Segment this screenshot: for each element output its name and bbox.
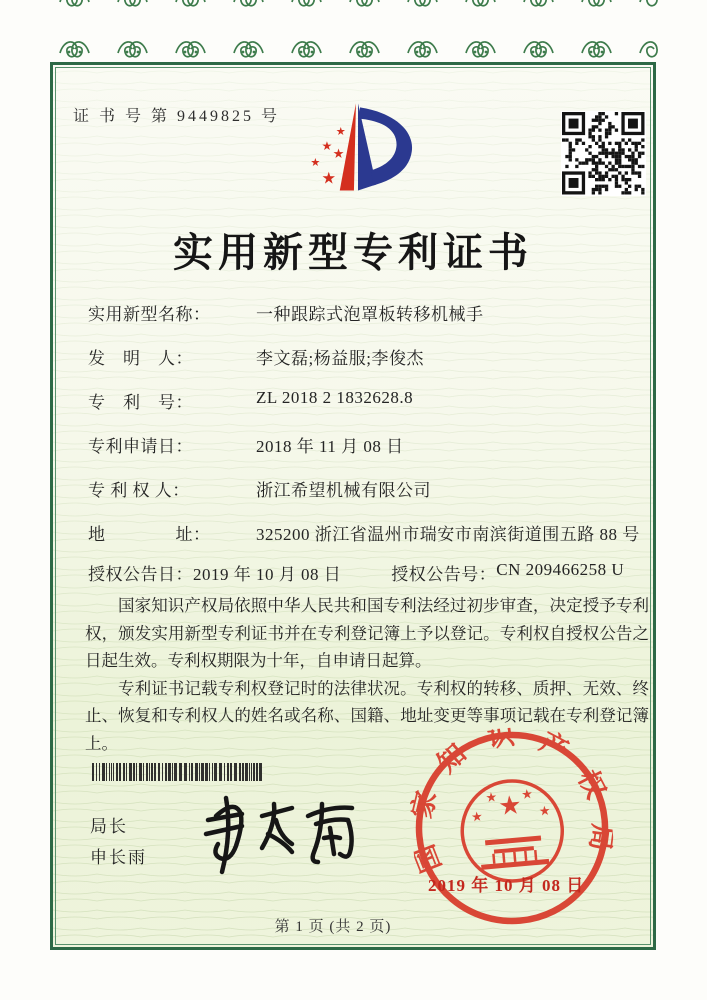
grant-no-label: 授权公告号： xyxy=(391,565,497,584)
grant-date-label: 授权公告日： xyxy=(88,565,193,584)
field-label: 专 利 权 人： xyxy=(88,481,190,500)
grant-date-value: 2019 年 10 月 08 日 xyxy=(193,565,342,584)
cnipa-logo-icon xyxy=(283,97,435,205)
field-value: 一种跟踪式泡罩板转移机械手 xyxy=(256,305,484,324)
field-label: 地 址： xyxy=(88,525,211,544)
director-title: 局长 xyxy=(90,817,128,836)
field-value: 2018 年 11 月 08 日 xyxy=(256,437,404,456)
qr-code-icon xyxy=(561,111,646,196)
page-number: 第 1 页 (共 2 页) xyxy=(274,919,392,935)
field-row-address xyxy=(88,520,650,545)
field-label: 专利申请日： xyxy=(88,437,193,456)
seal-emblem-gate xyxy=(479,835,549,870)
field-value: 浙江希望机械有限公司 xyxy=(256,481,431,500)
official-seal-icon xyxy=(404,720,621,937)
field-label: 实用新型名称： xyxy=(88,305,211,324)
svg-text:★: ★ xyxy=(321,138,333,153)
seal-date: 2019 年 10 月 08 日 xyxy=(428,876,585,895)
legal-paragraph: 专利证书记载专利权登记时的法律状况。专利权的转移、质押、无效、终止、恢复和专利权人的姓名或名称、国籍、地址变更等事项记载在专利登记簿上。 xyxy=(85,678,649,753)
svg-text:★: ★ xyxy=(497,790,524,823)
field-row-patent-no xyxy=(88,388,650,413)
director-name: 申长雨 xyxy=(90,848,147,867)
svg-text:★: ★ xyxy=(484,790,498,807)
field-value: 325200 浙江省温州市瑞安市南滨街道围五路 88 号 xyxy=(256,525,640,544)
field-row-inventors xyxy=(88,344,650,369)
svg-text:★: ★ xyxy=(520,787,534,804)
field-label: 发 明 人： xyxy=(88,349,193,368)
grant-no-value: CN 209466258 U xyxy=(496,560,625,579)
svg-text:★: ★ xyxy=(321,168,337,188)
field-value: ZL 2018 2 1832628.8 xyxy=(256,388,414,407)
svg-text:★: ★ xyxy=(538,803,552,820)
barcode-icon xyxy=(90,763,270,781)
svg-text:★: ★ xyxy=(335,124,346,138)
svg-text:★: ★ xyxy=(332,147,345,163)
certificate-title: 实用新型专利证书 xyxy=(173,230,533,275)
field-row-patentee xyxy=(88,476,650,501)
svg-text:★: ★ xyxy=(470,809,484,826)
certificate-number: 证 书 号 第 9449825 号 xyxy=(73,108,281,125)
field-row-name xyxy=(88,300,650,325)
field-row-grant xyxy=(88,560,650,585)
field-row-filing-date xyxy=(88,432,650,457)
field-value: 李文磊;杨益服;李俊杰 xyxy=(256,349,424,368)
legal-paragraph: 国家知识产权局依照中华人民共和国专利法经过初步审查，决定授予专利权，颁发实用新型专利证书并在专利登记簿上予以登记。专利权自授权公告之日起生效。专利权期限为十年，自申请日起算。 xyxy=(85,596,649,670)
field-label: 专 利 号： xyxy=(88,393,193,412)
seal-text: 国家知识产权局 xyxy=(406,719,618,877)
svg-text:★: ★ xyxy=(310,156,321,170)
director-signature-icon xyxy=(188,786,373,881)
